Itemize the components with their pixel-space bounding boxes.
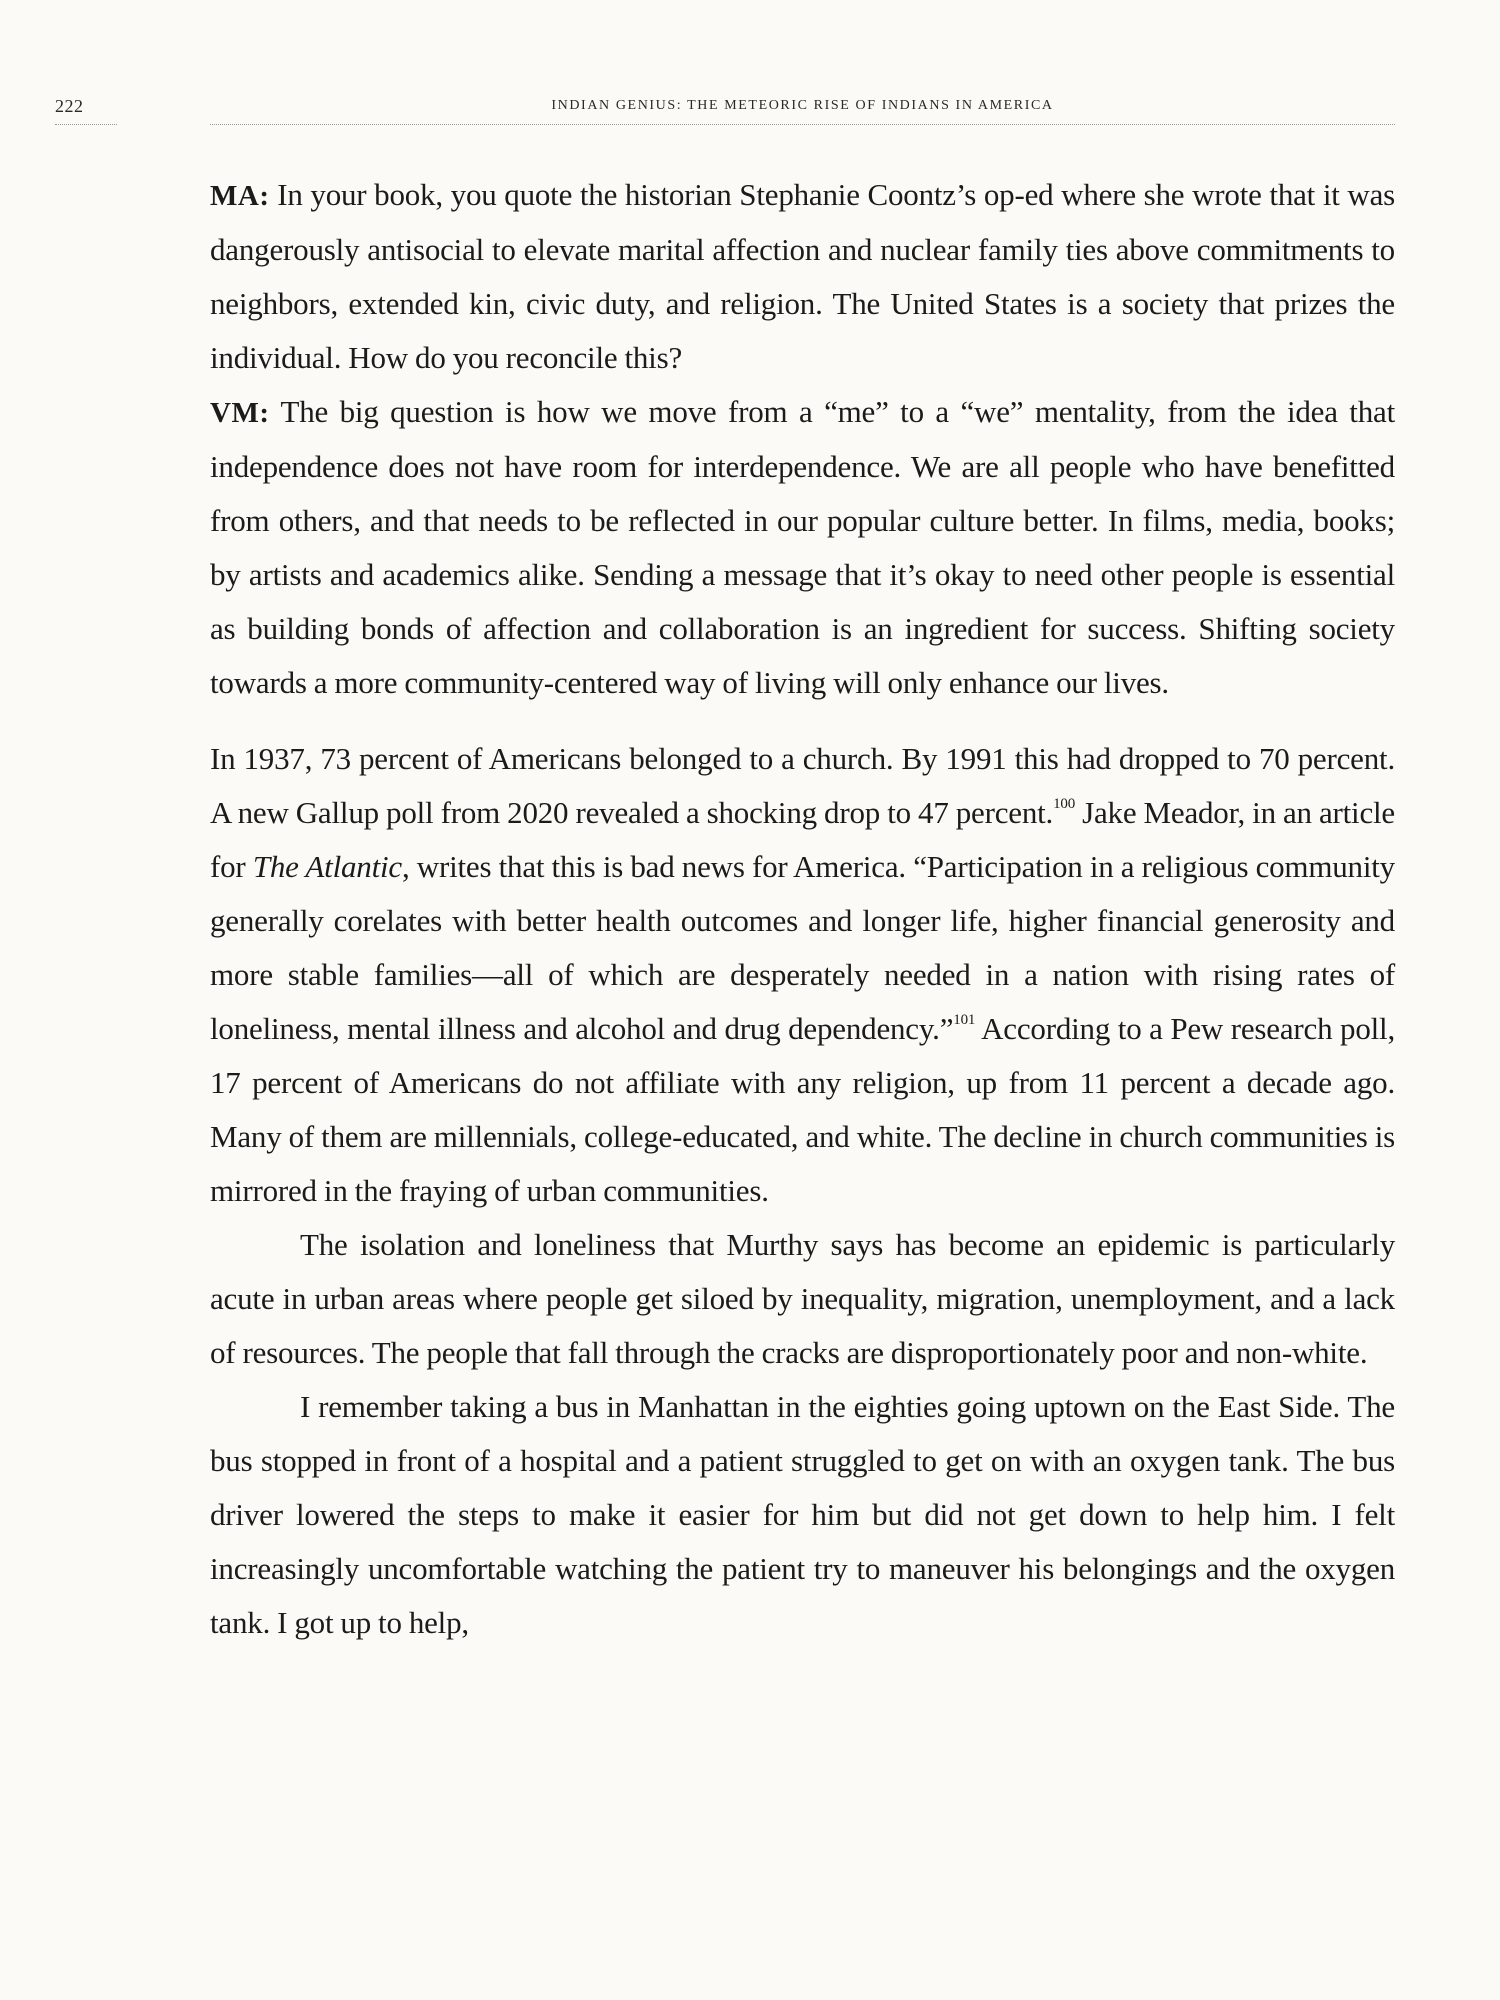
section-gap (210, 710, 1395, 732)
publication-title: The Atlantic (252, 849, 402, 884)
body-text (210, 168, 1395, 1650)
paragraph-bus-story: I remember taking a bus in Manhattan in the eighties going uptown on the East Side. The bus stopped in front of a hospital and a patient struggled to get on with an oxygen tank. The bus driver lowered the steps to make it easier for him but did not get down to help him. I felt increasingly uncomfortable watching the patient try to maneuver his belongings and the oxygen tank. I got up to help, (210, 1389, 1395, 1640)
paragraph-text: According to a Pew research poll, 17 percent of Americans do not affiliate with any religion, up from 11 percent a decade ago. Many of them are millennials, college-educated, and white. The decline in church communities is mirrored in the fraying of urban communities. (210, 1011, 1395, 1208)
running-head: INDIAN GENIUS: THE METEORIC RISE OF INDIANS IN AMERICA (551, 98, 1054, 113)
answer-text: The big question is how we move from a “me” to a “we” mentality, from the idea that independence does not have room for interdependence. We are all people who have benefitted from others, and that needs to be reflected in our popular culture better. In films, media, books; by artists and academics alike. Sending a message that it’s okay to need other people is essential as building bonds of affection and collaboration is an ingredient for success. Shifting society towards a more community-centered way of living will only enhance our lives. (210, 394, 1395, 700)
paragraph-text: , writes that this is bad news for America. “Participation in a religious community generally corelates with better health outcomes and longer life, higher financial generosity and more stable families—all of which are desperately needed in a nation with rising rates of loneliness, mental illness and alcohol and drug dependency.” (210, 849, 1395, 1046)
page-number-rule (55, 124, 117, 125)
header-rule (210, 124, 1395, 125)
footnote-ref-100: 100 (1053, 795, 1076, 812)
paragraph-text: Jake Meador, in an article for (210, 795, 1395, 884)
answer-speaker: VM: (210, 397, 270, 429)
paragraph-church-statistics (210, 732, 1395, 1218)
paragraph-isolation: The isolation and loneliness that Murthy says has become an epidemic is particularly acute in urban areas where people get siloed by inequality, migration, unemployment, and a lack of resources. The people that fall through the cracks are disproportionately poor and non-white. (210, 1227, 1395, 1370)
question-text: In your book, you quote the historian Stephanie Coontz’s op-ed where she wrote that it was dangerously antisocial to elevate marital affection and nuclear family ties above commitments to neighbors, extended kin, civic duty, and religion. The United States is a society that prizes the individual. How do you reconcile this? (210, 177, 1396, 375)
question-speaker: MA: (210, 180, 270, 212)
interview-question (210, 168, 1395, 385)
footnote-ref-101: 101 (953, 1011, 976, 1028)
interview-answer (210, 385, 1395, 710)
page-number: 222 (55, 96, 84, 116)
paragraph-text: In 1937, 73 percent of Americans belonged to a church. By 1991 this had dropped to 70 percent. A new Gallup poll from 2020 revealed a shocking drop to 47 percent. (210, 741, 1395, 830)
